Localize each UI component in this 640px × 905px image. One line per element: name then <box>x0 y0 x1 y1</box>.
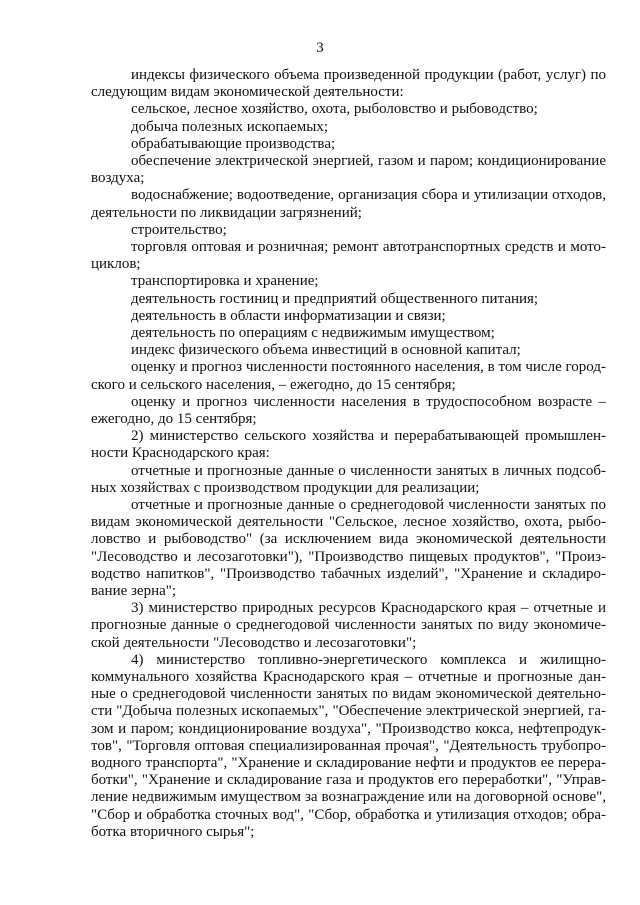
text-line: видам экономической деятельности "Сельское, лесное хозяйство, охота, рыбо- <box>91 514 606 531</box>
text-line: торговля оптовая и розничная; ремонт автотранспортных средств и мото- <box>131 239 606 255</box>
text-line: водного транспорта", "Хранение и складирование нефти и продуктов ее перера- <box>91 755 606 771</box>
text-line: зом и паром; кондиционирование воздуха", "Производство кокса, нефтепродук- <box>91 720 606 737</box>
text-line: прогнозные данные о среднегодовой численности занятых по виду экономиче- <box>91 617 606 634</box>
text-line: сти "Добыча полезных ископаемых", "Обеспечение электрической энергией, га- <box>91 703 606 720</box>
text-line: ности Краснодарского края: <box>91 445 270 462</box>
text-line: добыча полезных ископаемых; <box>131 118 329 135</box>
text-line: обрабатывающие производства; <box>131 135 336 152</box>
text-line: отчетные и прогнозные данные о численности занятых в личных подсоб- <box>131 462 606 479</box>
text-line: ского и сельского населения, – ежегодно, до 15 сентября; <box>91 376 456 393</box>
text-line: ных хозяйствах с производством продукции для реализации; <box>91 479 480 496</box>
text-line: "Сбор и обработка сточных вод", "Сбор, обработка и утилизация отходов; обра- <box>91 806 606 823</box>
text-line: водство напитков", "Производство табачных изделий", "Хранение и складиро- <box>91 565 606 582</box>
text-line: сельское, лесное хозяйство, охота, рыболовство и рыбоводство; <box>131 101 538 118</box>
text-line: ление недвижимым имуществом за вознаграждение или на договорной основе", <box>91 789 606 806</box>
text-line: воздуха; <box>91 170 145 187</box>
text-line: ежегодно, до 15 сентября; <box>91 411 257 427</box>
text-line: деятельность гостиниц и предприятий общественного питания; <box>131 290 539 307</box>
text-line: отчетные и прогнозные данные о среднегодовой численности занятых по <box>131 497 606 513</box>
text-line: ловство и рыбоводство" (за исключением вида экономической деятельности <box>91 531 606 548</box>
text-line: оценку и прогноз численности населения в трудоспособном возрасте – <box>131 393 606 410</box>
text-line: ской деятельности "Лесоводство и лесозаготовки"; <box>91 634 417 651</box>
text-line: транспортировка и хранение; <box>131 273 319 290</box>
text-line: ные о среднегодовой численности занятых по видам экономической деятельно- <box>91 686 606 703</box>
text-line: циклов; <box>91 256 141 273</box>
text-line: оценку и прогноз численности постоянного населения, в том числе город- <box>131 359 606 376</box>
text-line: индексы физического объема произведенной продукции (работ, услуг) по <box>131 67 606 83</box>
text-line: "Лесоводство и лесозаготовки"), "Производство пищевых продуктов", "Произ- <box>91 548 606 565</box>
text-line: ботки", "Хранение и складирование газа и продуктов его переработки", "Управ- <box>91 772 606 789</box>
text-line: 3) министерство природных ресурсов Краснодарского края – отчетные и <box>131 600 606 617</box>
text-line: деятельность по операциям с недвижимым имуществом; <box>131 325 495 341</box>
text-line: следующим видам экономической деятельности: <box>91 84 404 101</box>
text-line: деятельность в области информатизации и связи; <box>131 307 446 324</box>
text-line: коммунального хозяйства Краснодарского края – отчетные и прогнозные дан- <box>91 669 606 685</box>
text-line: водоснабжение; водоотведение, организация сбора и утилизации отходов, <box>131 187 606 204</box>
page-number: 3 <box>316 40 324 56</box>
text-line: 2) министерство сельского хозяйства и перерабатывающей промышлен- <box>131 428 606 445</box>
text-line: ботка вторичного сырья"; <box>91 823 255 840</box>
text-line: вание зерна"; <box>91 583 177 599</box>
text-line: обеспечение электрической энергией, газом и паром; кондиционирование <box>131 153 606 169</box>
text-line: 4) министерство топливно-энергетического комплекса и жилищно- <box>131 651 606 668</box>
text-line: деятельности по ликвидации загрязнений; <box>91 204 362 221</box>
text-line: тов", "Торговля оптовая специализированная прочая", "Деятельность трубопро- <box>91 737 606 754</box>
text-line: индекс физического объема инвестиций в основной капитал; <box>131 342 521 359</box>
text-line: строительство; <box>131 221 227 238</box>
